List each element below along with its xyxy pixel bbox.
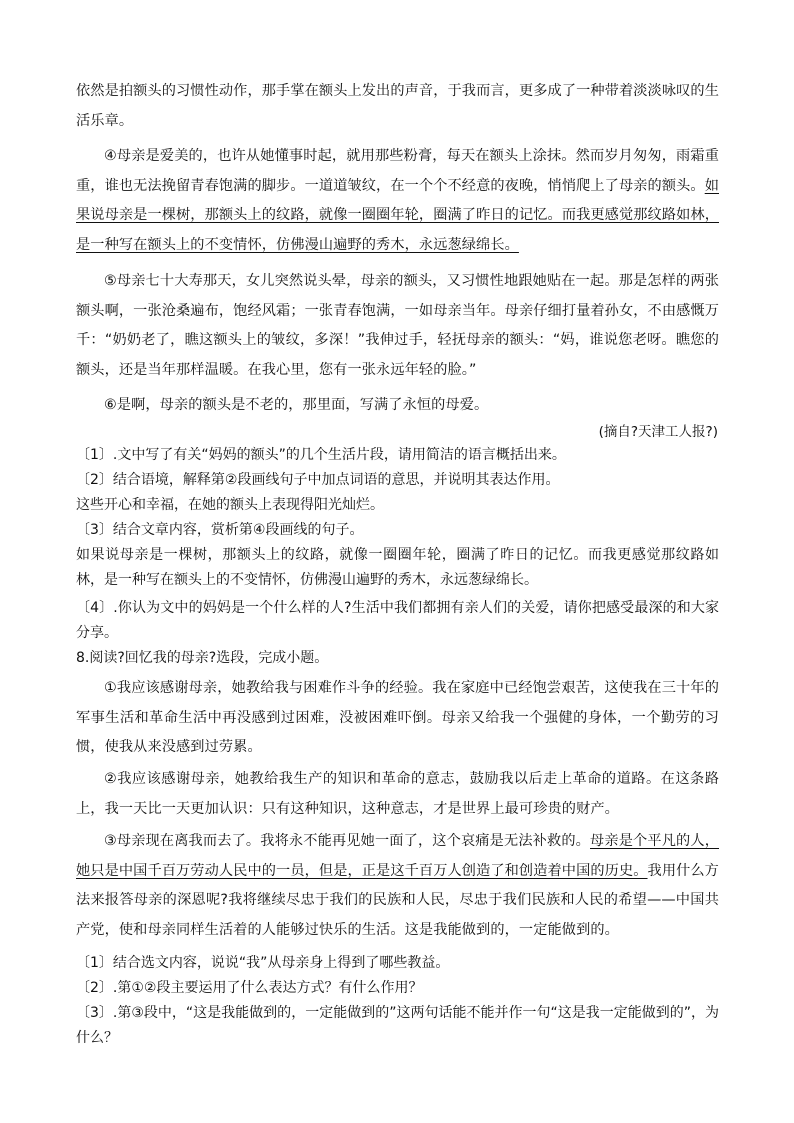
article-paragraph-continued xyxy=(76,77,719,136)
underlined-sentence: 母亲是个平凡的人，她只是中国千百万劳动人民中的一员，但是，正是这千百万人创造了和创造着中国的历史。 xyxy=(76,833,720,879)
section8-paragraph-2 xyxy=(76,765,719,824)
paragraph-text: ①我应该感谢母亲，她教给我与困难作斗争的经验。我在家庭中已经饱尝艰苦，这使我在三十年的军事生活和革命生活中再没感到过困难，没被困难吓倒。母亲又给我一个强健的身体，一个勤劳的习惯，使我从来没感到过劳累。 xyxy=(76,680,719,755)
underlined-sentence: 如果说母亲是一棵树，那额头上的纹路，就像一圈圈年轮，圈满了昨日的记忆。而我更感觉那纹路如林，是一种写在额头上的不变情怀，仿佛漫山遍野的秀木，永远葱绿绵长。 xyxy=(76,177,719,253)
question-3-quote: 如果说母亲是一棵树，那额头上的纹路，就像一圈圈年轮，圈满了昨日的记忆。而我更感觉那纹路如林，是一种写在额头上的不变情怀，仿佛漫山遍野的秀木，永远葱绿绵长。 xyxy=(76,547,719,588)
question-2-quote: 这些开心和幸福，在她的额头上表现得阳光灿烂。 xyxy=(76,497,384,513)
paragraph-text: 依然是拍额头的习惯性动作，那手掌在额头上发出的声音，于我而言，更多成了一种带着淡淡咏叹的生活乐章。 xyxy=(76,83,719,129)
section-heading: 8.阅读?回忆我的母亲?选段，完成小题。 xyxy=(76,650,329,666)
section8-question-2: 〔2〕.第①②段主要运用了什么表达方式？有什么作用？ xyxy=(76,980,423,996)
article-source: (摘自?天津工人报?) xyxy=(598,424,718,440)
paragraph-text: ④母亲是爱美的，也许从她懂事时起，就用那些粉膏，每天在额头上涂抹。然而岁月匆匆，雨霜重重，谁也无法挽留青春饱满的脚步。一道道皱纹，在一个个不经意的夜晚，悄悄爬上了母亲的额头。 xyxy=(76,148,719,194)
paragraph-text: ⑥是啊，母亲的额头是不老的，那里面，写满了永恒的母爱。 xyxy=(104,397,489,413)
section8-question-3: 〔3〕.第③段中，“这是我能做到的，一定能做到的”这两句话能不能并作一句“这是我一定能做到的”，为什么？ xyxy=(76,1005,719,1046)
paragraph-text: ③母亲现在离我而去了。我将永不能再见她一面了，这个哀痛是无法补救的。 xyxy=(104,833,591,849)
article-paragraph-4 xyxy=(76,142,719,260)
section8-paragraph-3 xyxy=(76,827,719,945)
question-3: 〔3〕结合文章内容，赏析第④段画线的句子。 xyxy=(76,522,364,538)
question-1: 〔1〕.文中写了有关“妈妈的额头”的几个生活片段，请用简洁的语言概括出来。 xyxy=(76,447,566,463)
question-4: 〔4〕.你认为文中的妈妈是一个什么样的人?生活中我们都拥有亲人们的关爱，请你把感受最深的和大家分享。 xyxy=(76,600,719,641)
section8-question-1: 〔1〕结合选文内容，说说“我”从母亲身上得到了哪些教益。 xyxy=(76,955,450,971)
question-2: 〔2〕结合语境，解释第②段画线句子中加点词语的意思，并说明其表达作用。 xyxy=(76,472,560,488)
paragraph-text: ②我应该感谢母亲，她教给我生产的知识和革命的意志，鼓励我以后走上革命的道路。在这条路上，我一天比一天更加认识：只有这种知识，这种意志，才是世界上最可珍贵的财产。 xyxy=(76,771,719,817)
paragraph-text: 我用什么方法来报答母亲的深恩呢?我将继续尽忠于我们的民族和人民，尽忠于我们民族和人民的希望——中国共产党，使和母亲同样生活着的人能够过快乐的生活。这是我能做到的，一定能做到的。 xyxy=(76,862,719,938)
paragraph-text: ⑤母亲七十大寿那天，女儿突然说头晕，母亲的额头，又习惯性地跟她贴在一起。那是怎样的两张额头啊，一张沧桑遍布，饱经风霜；一张青春饱满，一如母亲当年。母亲仔细打量着孙女，不由感慨万千：“奶奶老了，瞧这额头上的皱纹，多深！”我伸过手，轻抚母亲的额头：“妈，谁说您老呀。瞧您的额头，还是当年那样温暖。在我心里，您有一张永远年轻的脸。” xyxy=(76,273,719,378)
article-paragraph-5 xyxy=(76,267,719,385)
section8-paragraph-1 xyxy=(76,674,719,763)
article-paragraph-6 xyxy=(76,391,719,421)
